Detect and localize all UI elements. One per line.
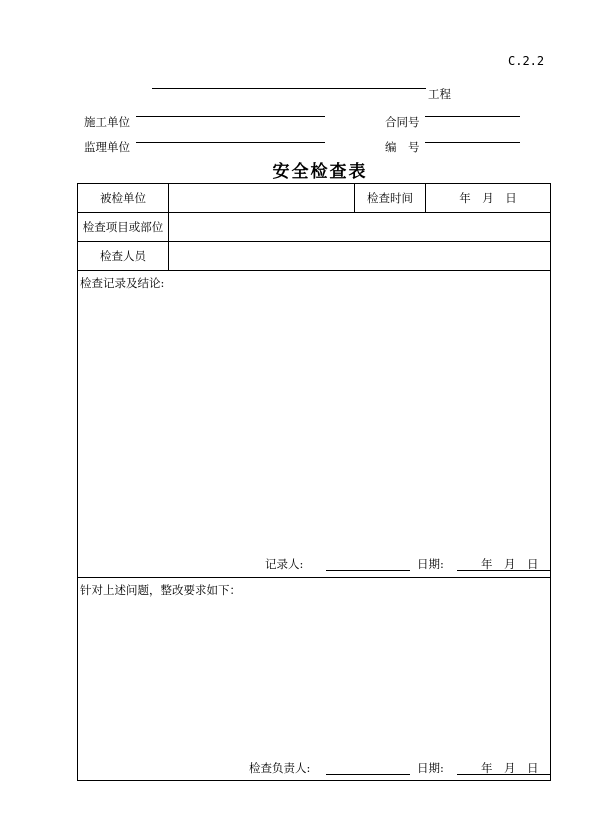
- inspection-time-field[interactable]: 年 月 日: [459, 191, 517, 205]
- inspected-unit-label: 被检单位: [78, 184, 169, 212]
- recorder-signature-line[interactable]: [326, 570, 410, 571]
- records-label: 检查记录及结论:: [80, 276, 165, 290]
- document-code: C.2.2: [508, 54, 545, 68]
- safety-inspection-form: [77, 183, 551, 781]
- rectification-date-label: 日期:: [417, 761, 444, 775]
- project-suffix: 工程: [428, 87, 451, 101]
- row-inspected-unit: [78, 184, 550, 213]
- rectification-date-value: 年 月 日: [481, 761, 539, 775]
- inspection-time-label: 检查时间: [355, 184, 426, 212]
- rectification-label: 针对上述问题，整改要求如下：: [80, 583, 241, 597]
- records-date-value: 年 月 日: [481, 557, 539, 571]
- construction-unit-field[interactable]: [136, 116, 325, 117]
- contract-no-field[interactable]: [425, 116, 520, 117]
- recorder-label: 记录人:: [265, 557, 304, 571]
- serial-no-field[interactable]: [425, 142, 520, 143]
- serial-no-label: 编 号: [385, 140, 420, 154]
- project-name-line[interactable]: [152, 88, 426, 89]
- construction-unit-label: 施工单位: [84, 115, 130, 129]
- records-section[interactable]: [78, 271, 550, 578]
- inspected-unit-field[interactable]: [169, 184, 355, 212]
- form-title: 安全检查表: [272, 162, 368, 182]
- supervision-unit-label: 监理单位: [84, 140, 130, 154]
- row-inspection-item: [78, 213, 550, 242]
- inspection-leader-signature-line[interactable]: [326, 774, 410, 775]
- contract-no-label: 合同号: [385, 115, 420, 129]
- row-inspectors: [78, 242, 550, 271]
- inspectors-field[interactable]: [169, 242, 550, 270]
- inspection-item-field[interactable]: [169, 213, 550, 241]
- inspection-item-label: 检查项目或部位: [78, 213, 169, 241]
- inspectors-label: 检查人员: [78, 242, 169, 270]
- inspection-leader-label: 检查负责人:: [249, 761, 311, 775]
- supervision-unit-field[interactable]: [136, 142, 325, 143]
- records-date-label: 日期:: [417, 557, 444, 571]
- rectification-section[interactable]: [78, 578, 550, 780]
